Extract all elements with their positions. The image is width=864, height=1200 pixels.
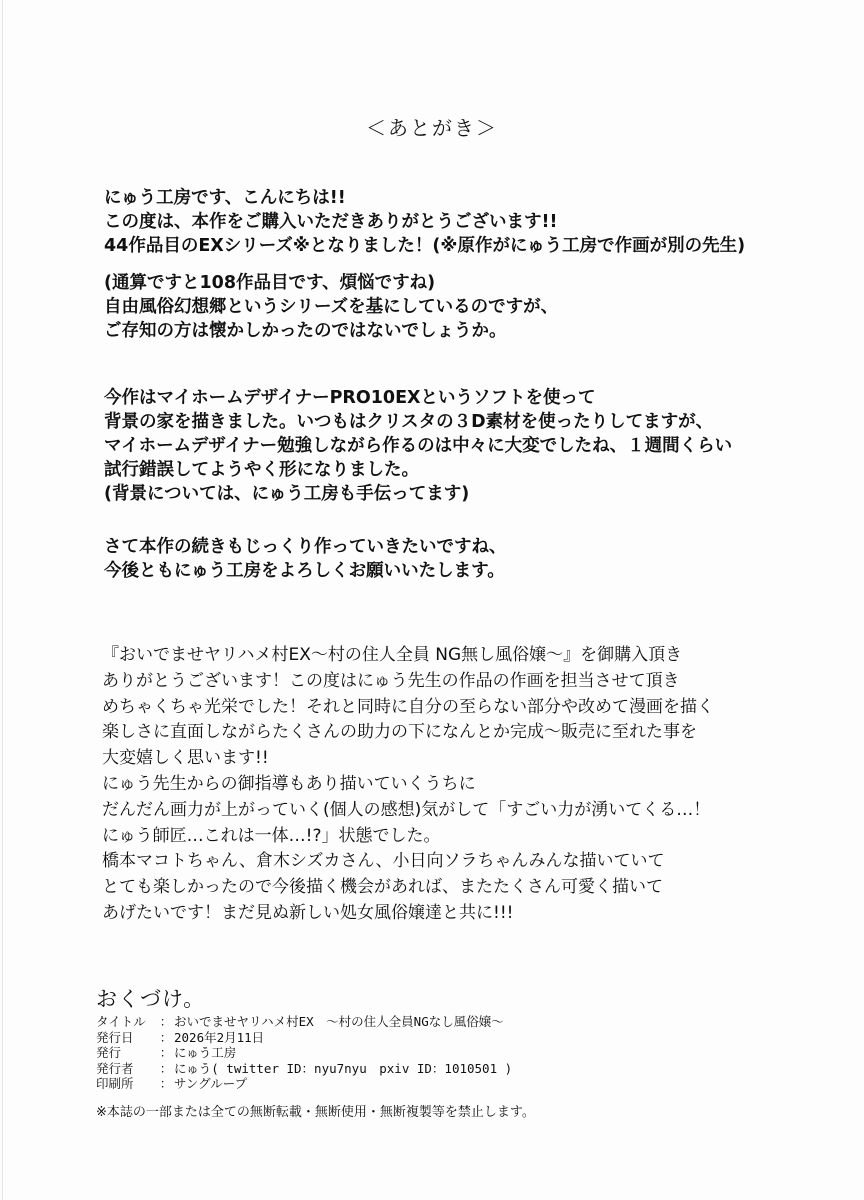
text-line: あげたいです！まだ見ぬ新しい処女風俗嬢達と共に!!! (102, 902, 514, 923)
colophon-separator: ： (159, 1029, 173, 1045)
colophon-row-printer (96, 1076, 512, 1092)
text-line: (通算ですと108作品目です、煩悩ですね) (104, 273, 436, 293)
text-line: 大変嬉しく思います!! (102, 748, 269, 769)
colophon-value: にゅう( twitter ID：nyu7nyu pxiv ID：1010501 ) (174, 1060, 513, 1076)
text-line: にゅう工房です、こんにちは!! (104, 188, 346, 208)
colophon-table (96, 1014, 512, 1092)
colophon-row-publisher (96, 1045, 512, 1061)
text-line: 今作はマイホームデザイナーPRO10EXというソフトを使って (104, 388, 596, 408)
text-line: 背景の家を描きました。いつもはクリスタの３D素材を使ったりしてますが、 (104, 412, 714, 432)
colophon-label: タイトル (96, 1014, 146, 1029)
paragraph-series (104, 271, 558, 343)
colophon-separator: ： (159, 1045, 173, 1060)
text-line: 橋本マコトちゃん、倉木シズカさん、小日向ソラちゃんみんな描いていて (102, 851, 665, 872)
text-line: にゅう師匠…これは一体…!?」状態でした。 (102, 825, 441, 846)
text-line: にゅう先生からの御指導もあり描いていくうちに (102, 773, 476, 794)
colophon-value: にゅう工房 (174, 1045, 237, 1060)
text-line: さて本作の続きもじっくり作っていきたいですね、 (104, 537, 507, 557)
text-line: 試行錯誤してようやく形になりました。 (104, 460, 419, 480)
colophon-value: サングループ (174, 1076, 248, 1091)
copyright-notice: ※本誌の一部または全ての無断転載・無断使用・無断複製等を禁止します。 (96, 1105, 535, 1120)
colophon-label: 発行日 (96, 1029, 134, 1045)
text-line: ありがとうございます！この度はにゅう先生の作品の作画を担当させて頂き (102, 670, 680, 691)
colophon-heading: おくづけ。 (96, 987, 206, 1011)
text-line: 『おいでませヤリハメ村EX～村の住人全員 NG無し風俗嬢～』を御購入頂き (102, 645, 683, 665)
colophon-value: 2026年2月11日 (174, 1029, 265, 1045)
text-line: だんだん画力が上がっていく(個人の感想)気がして「すごい力が湧いてくる…！ (102, 799, 711, 820)
text-line: とても楽しかったので今後描く機会があれば、またたくさん可愛く描いて (102, 877, 663, 898)
paragraph-artist-note (102, 643, 714, 927)
afterword-title: ＜あとがき＞ (366, 116, 498, 140)
colophon-separator: ： (159, 1014, 173, 1029)
colophon-row-title (96, 1014, 512, 1030)
paragraph-closing (104, 535, 507, 583)
colophon-value: おいでませヤリハメ村EX ～村の住人全員NGなし風俗嬢～ (174, 1014, 504, 1029)
text-line: 今後ともにゅう工房をよろしくお願いいたします。 (104, 561, 505, 581)
paragraph-greeting (104, 186, 745, 258)
text-line: (背景については、にゅう工房も手伝ってます) (104, 484, 470, 504)
text-line: この度は、本作をご購入いただきありがとうございます!! (104, 212, 558, 232)
colophon-label: 発行者 (96, 1060, 134, 1076)
text-line: 楽しさに直面しながらたくさんの助力の下になんとか完成～販売に至れた事を (102, 722, 697, 743)
colophon-separator: ： (159, 1076, 173, 1091)
colophon-label: 印刷所 (96, 1076, 134, 1091)
colophon-row-date (96, 1030, 512, 1046)
paragraph-background (104, 386, 732, 506)
text-line: めちゃくちゃ光栄でした！それと同時に自分の至らない部分や改めて漫画を描く (102, 696, 714, 717)
text-line: 44作品目のEXシリーズ※となりました！(※原作がにゅう工房で作画が別の先生) (104, 236, 746, 256)
text-line: 自由風俗幻想郷というシリーズを基にしているのですが、 (104, 297, 559, 317)
colophon-label: 発行 (96, 1045, 122, 1060)
text-line: マイホームデザイナー勉強しながら作るのは中々に大変でしたね、１週間くらい (104, 436, 733, 456)
colophon-row-issuer (96, 1061, 512, 1077)
text-line: ご存知の方は懐かしかったのではないでしょうか。 (104, 321, 507, 341)
colophon-separator: ： (159, 1060, 173, 1076)
page-edge-line (2, 0, 3, 1200)
